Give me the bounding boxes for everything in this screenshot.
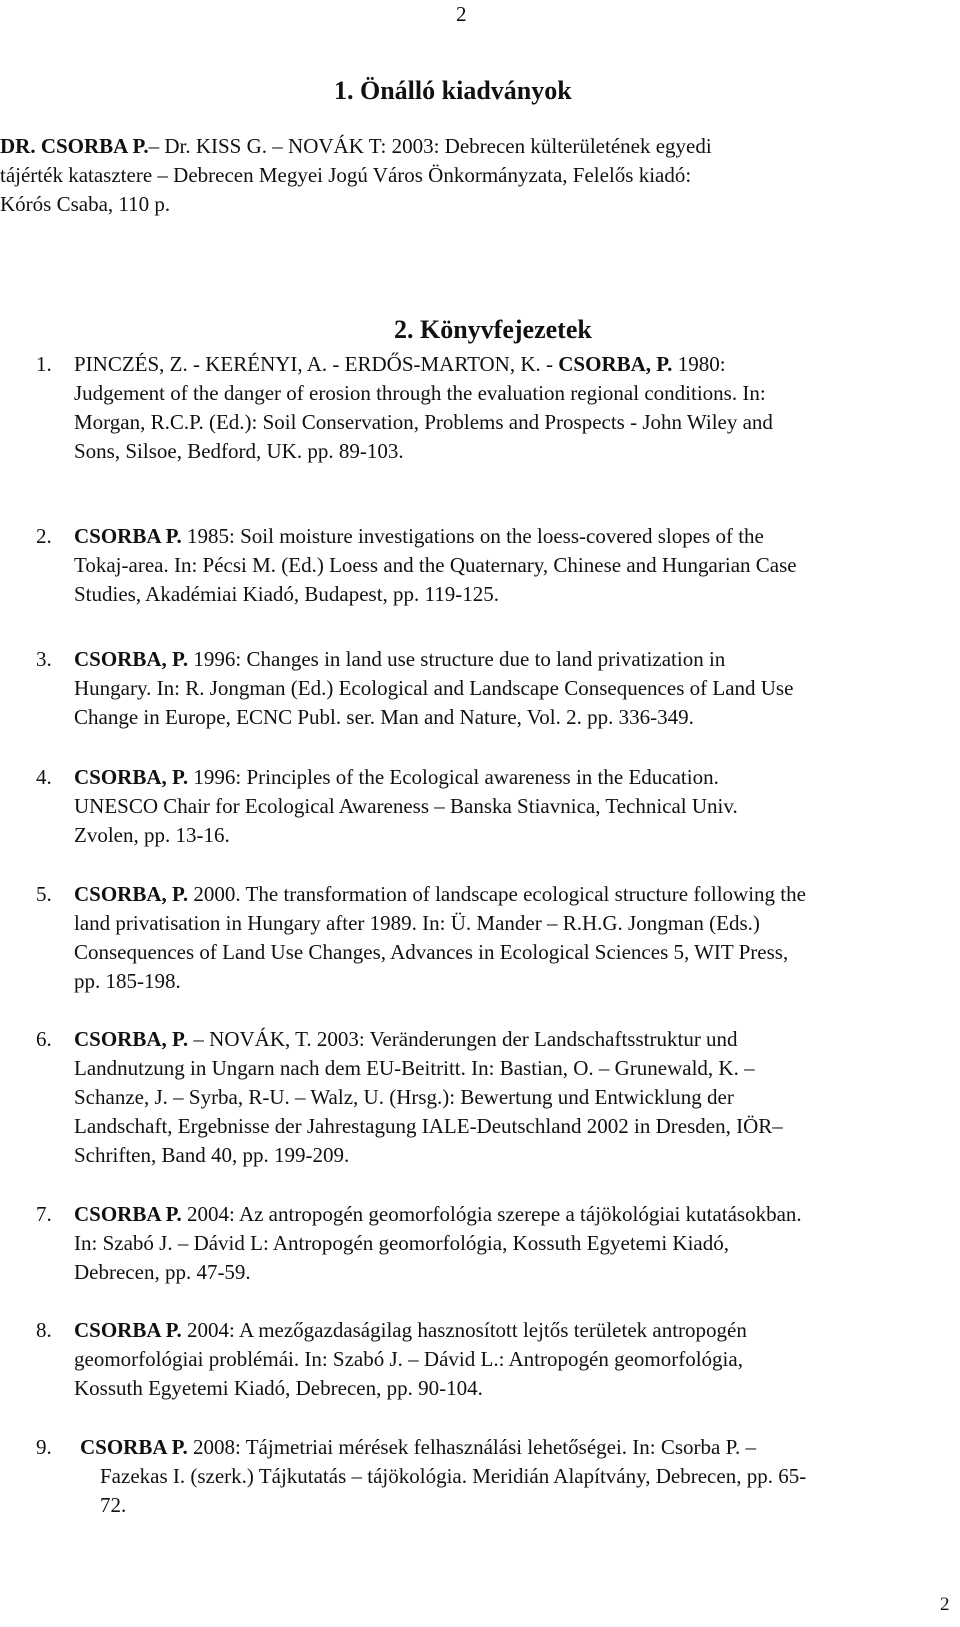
entry-text: 1980: <box>672 352 726 376</box>
entry-text: 2000. The transformation of landscape ecological structure following the <box>188 882 806 906</box>
chapter-entry-3 <box>0 645 950 732</box>
entry-line <box>0 880 950 909</box>
entry-line: Change in Europe, ECNC Publ. ser. Man and Nature, Vol. 2. pp. 336-349. <box>74 705 694 729</box>
entry-line: tájérték katasztere – Debrecen Megyei Jogú Város Önkormányzata, Felelős kiadó: <box>0 163 692 187</box>
entry-text: 1985: Soil moisture investigations on the loess-covered slopes of the <box>181 524 764 548</box>
entry-line: Tokaj-area. In: Pécsi M. (Ed.) Loess and the Quaternary, Chinese and Hungarian Case <box>74 553 797 577</box>
author-bold: CSORBA, P. <box>74 647 189 671</box>
entry-line: Kórós Csaba, 110 p. <box>0 192 171 216</box>
entry-text: PINCZÉS, Z. - KERÉNYI, A. - ERDŐS-MARTON, K. - <box>74 352 559 376</box>
chapter-entry-2 <box>0 522 950 609</box>
entry-text: 1996: Principles of the Ecological awareness in the Education. <box>188 765 719 789</box>
entry-line: Sons, Silsoe, Bedford, UK. pp. 89-103. <box>74 439 404 463</box>
entry-line: geomorfológiai problémái. In: Szabó J. – Dávid L.: Antropogén geomorfológia, <box>74 1347 743 1371</box>
entry-line: Judgement of the danger of erosion through the evaluation regional conditions. In: <box>74 381 766 405</box>
chapter-entry-7 <box>0 1200 950 1287</box>
entry-line <box>0 763 950 792</box>
page-number-bottom: 2 <box>940 1594 950 1615</box>
entry-text: – Dr. KISS G. – NOVÁK T: 2003: Debrecen külterületének egyedi <box>148 134 712 158</box>
author-bold: CSORBA P. <box>80 1435 188 1459</box>
entry-number: 3. <box>36 647 52 671</box>
entry-number: 4. <box>36 765 52 789</box>
author-bold: CSORBA, P. <box>74 882 189 906</box>
entry-line: Schriften, Band 40, pp. 199-209. <box>74 1143 350 1167</box>
entry-text: 1996: Changes in land use structure due to land privatization in <box>188 647 726 671</box>
entry-line: UNESCO Chair for Ecological Awareness – Banska Stiavnica, Technical Univ. <box>74 794 738 818</box>
chapter-entry-9 <box>0 1433 950 1520</box>
author-bold: DR. CSORBA P. <box>0 134 149 158</box>
entry-line <box>0 1200 950 1229</box>
entry-text: 2004: Az antropogén geomorfológia szerepe a tájökológiai kutatásokban. <box>181 1202 802 1226</box>
section-heading-onallo-kiadvanyok: 1. Önálló kiadványok <box>334 76 572 105</box>
entry-line: Landschaft, Ergebnisse der Jahrestagung IALE-Deutschland 2002 in Dresden, IÖR– <box>74 1114 783 1138</box>
entry-text: 2008: Tájmetriai mérések felhasználási lehetőségei. In: Csorba P. – <box>187 1435 756 1459</box>
entry-number: 8. <box>36 1318 52 1342</box>
entry-line: Consequences of Land Use Changes, Advances in Ecological Sciences 5, WIT Press, <box>74 940 789 964</box>
chapter-entry-5 <box>0 880 950 996</box>
entry-line <box>0 1433 950 1462</box>
entry-text: – NOVÁK, T. 2003: Veränderungen der Landschaftsstruktur und <box>188 1027 738 1051</box>
entry-number: 6. <box>36 1027 52 1051</box>
chapter-entry-4 <box>0 763 950 850</box>
author-bold: CSORBA, P. <box>558 352 673 376</box>
entry-line: Kossuth Egyetemi Kiadó, Debrecen, pp. 90-104. <box>74 1376 483 1400</box>
author-bold: CSORBA P. <box>74 524 182 548</box>
entry-line: Landnutzung in Ungarn nach dem EU-Beitritt. In: Bastian, O. – Grunewald, K. – <box>74 1056 755 1080</box>
author-bold: CSORBA P. <box>74 1202 182 1226</box>
chapter-entry-8 <box>0 1316 950 1403</box>
entry-number: 9. <box>36 1435 52 1459</box>
entry-number: 5. <box>36 882 52 906</box>
entry-line: Morgan, R.C.P. (Ed.): Soil Conservation, Problems and Prospects - John Wiley and <box>74 410 773 434</box>
entry-line <box>0 522 950 551</box>
entry-line: pp. 185-198. <box>74 969 181 993</box>
publication-entry <box>0 132 948 219</box>
entry-line: land privatisation in Hungary after 1989. In: Ü. Mander – R.H.G. Jongman (Eds.) <box>74 911 760 935</box>
entry-line <box>0 132 948 161</box>
entry-line: Studies, Akadémiai Kiadó, Budapest, pp. 119-125. <box>74 582 500 606</box>
entry-line: 72. <box>100 1493 127 1517</box>
entry-number: 1. <box>36 352 52 376</box>
entry-number: 2. <box>36 524 52 548</box>
entry-line <box>0 1316 950 1345</box>
section-heading-konyvfejezetek: 2. Könyvfejezetek <box>394 315 592 344</box>
entry-line: Hungary. In: R. Jongman (Ed.) Ecological and Landscape Consequences of Land Use <box>74 676 794 700</box>
chapter-entry-6 <box>0 1025 950 1170</box>
entry-line: Debrecen, pp. 47-59. <box>74 1260 251 1284</box>
entry-line: Zvolen, pp. 13-16. <box>74 823 230 847</box>
entry-text: 2004: A mezőgazdaságilag hasznosított lejtős területek antropogén <box>181 1318 747 1342</box>
author-bold: CSORBA P. <box>74 1318 182 1342</box>
entry-line: In: Szabó J. – Dávid L: Antropogén geomorfológia, Kossuth Egyetemi Kiadó, <box>74 1231 729 1255</box>
entry-number: 7. <box>36 1202 52 1226</box>
author-bold: CSORBA, P. <box>74 765 189 789</box>
entry-line: Fazekas I. (szerk.) Tájkutatás – tájökológia. Meridián Alapítvány, Debrecen, pp. 65- <box>100 1464 807 1488</box>
page-number-top: 2 <box>456 2 467 26</box>
author-bold: CSORBA, P. <box>74 1027 189 1051</box>
entry-line: Schanze, J. – Syrba, R-U. – Walz, U. (Hrsg.): Bewertung und Entwicklung der <box>74 1085 734 1109</box>
entry-line <box>0 645 950 674</box>
chapter-entry-1 <box>0 350 950 466</box>
entry-line <box>0 350 950 379</box>
entry-line <box>0 1025 950 1054</box>
